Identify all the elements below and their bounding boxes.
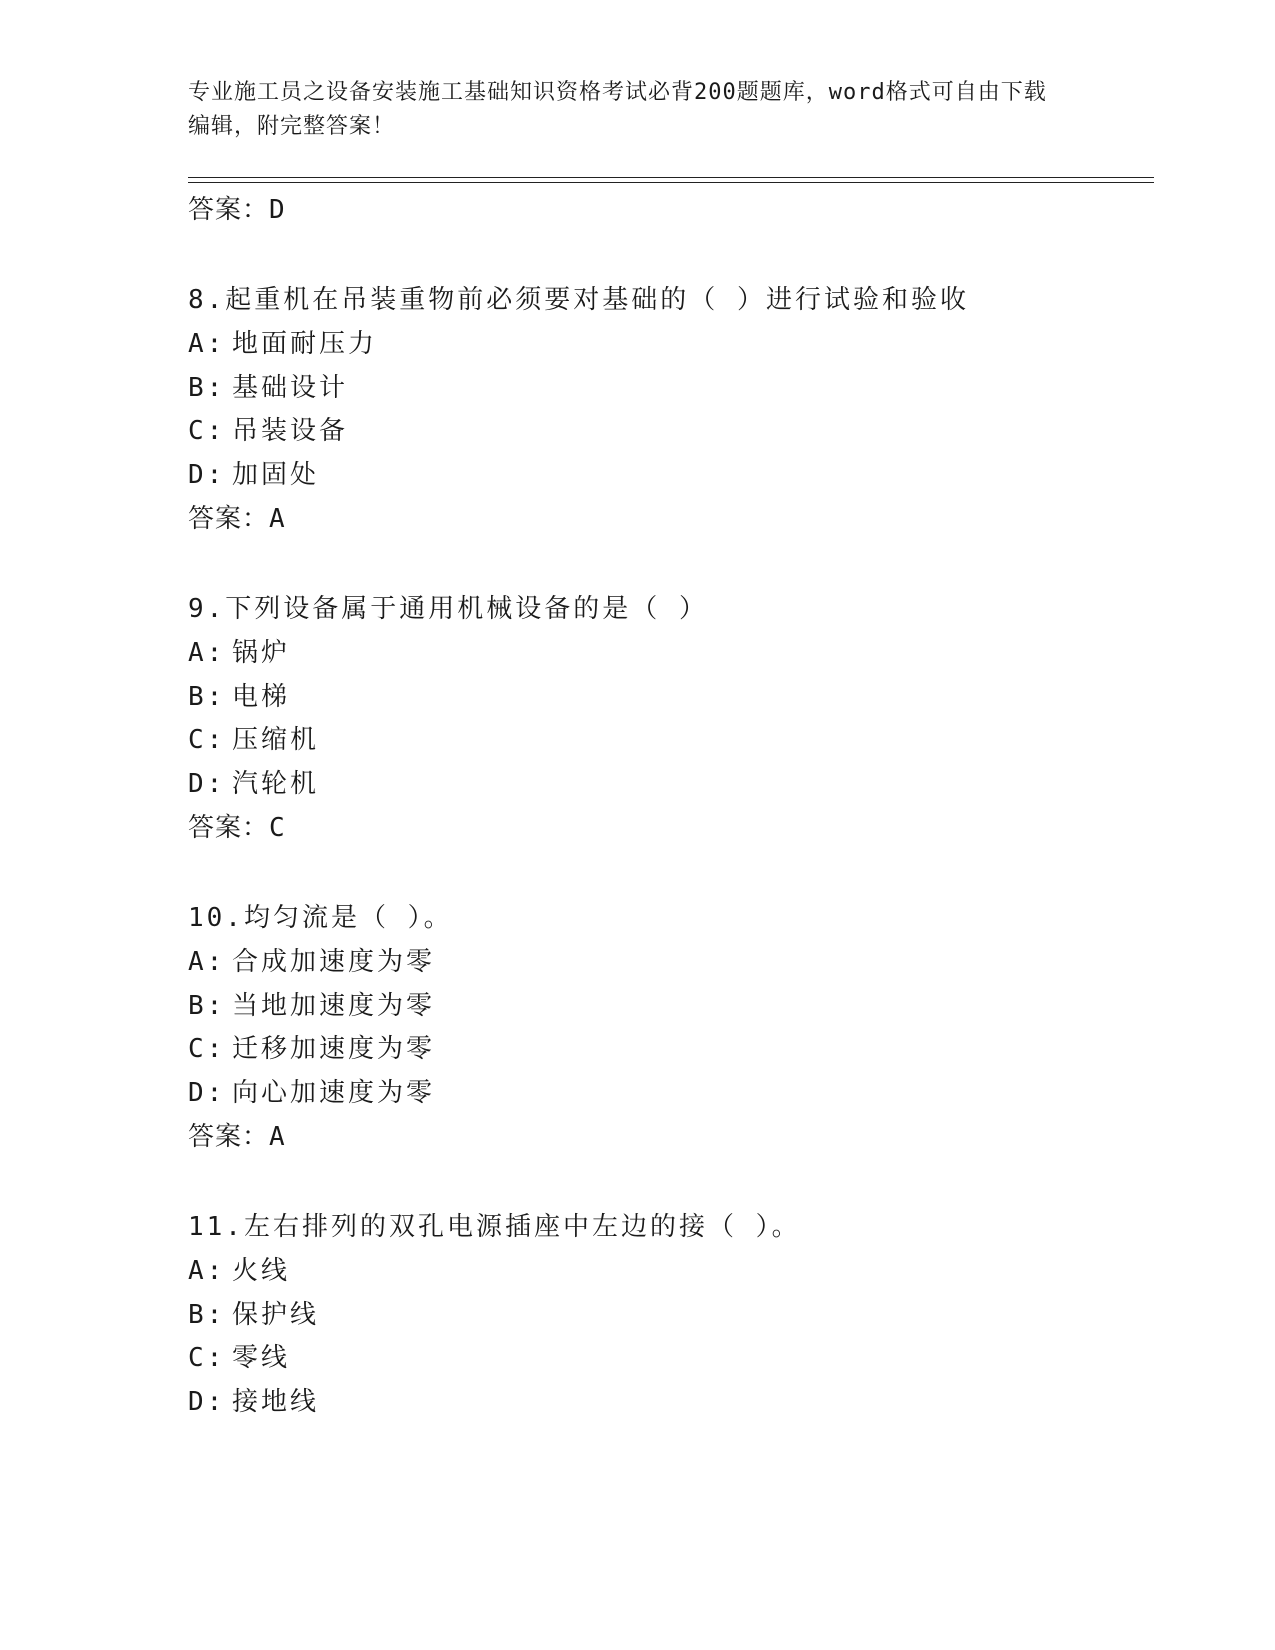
question-9-option-a	[188, 636, 290, 670]
question-8-option-d	[188, 458, 319, 492]
question-11-option-d	[188, 1385, 319, 1419]
option-text: 保护线	[232, 1300, 320, 1330]
option-letter: B:	[188, 991, 226, 1021]
option-text: 地面耐压力	[232, 329, 378, 359]
question-8-option-a	[188, 327, 377, 361]
option-letter: B:	[188, 682, 226, 712]
question-10-stem: 10.均匀流是（ ）。	[188, 903, 453, 933]
option-text: 当地加速度为零	[232, 991, 436, 1021]
option-text: 吊装设备	[232, 416, 349, 446]
question-8-answer: 答案：A	[188, 504, 286, 534]
option-text: 压缩机	[232, 725, 320, 755]
option-text: 向心加速度为零	[232, 1078, 436, 1108]
question-8-stem: 8.起重机在吊装重物前必须要对基础的（ ）进行试验和验收	[188, 285, 969, 315]
option-letter: A:	[188, 1256, 226, 1286]
question-8-option-c	[188, 414, 348, 448]
option-text: 汽轮机	[232, 769, 320, 799]
option-letter: C:	[188, 416, 226, 446]
question-10-option-c	[188, 1032, 435, 1066]
option-letter: D:	[188, 1078, 226, 1108]
question-11-stem: 11.左右排列的双孔电源插座中左边的接（ ）。	[188, 1212, 801, 1242]
question-11-option-c	[188, 1341, 290, 1375]
document-header: 专业施工员之设备安装施工基础知识资格考试必背200题题库，word格式可自由下载编辑，附完整答案！	[188, 80, 1047, 139]
option-letter: C:	[188, 1343, 226, 1373]
option-letter: B:	[188, 373, 226, 403]
option-letter: A:	[188, 638, 226, 668]
question-10-option-d	[188, 1076, 435, 1110]
option-text: 锅炉	[232, 638, 291, 668]
option-text: 接地线	[232, 1387, 320, 1417]
question-11-option-b	[188, 1298, 319, 1332]
question-10-option-a	[188, 945, 435, 979]
question-8-option-b	[188, 371, 348, 405]
option-letter: D:	[188, 460, 226, 490]
question-9-option-d	[188, 767, 319, 801]
question-10-option-b	[188, 989, 435, 1023]
option-letter: B:	[188, 1300, 226, 1330]
option-text: 基础设计	[232, 373, 349, 403]
question-9-option-b	[188, 680, 290, 714]
option-letter: C:	[188, 1034, 226, 1064]
option-letter: D:	[188, 769, 226, 799]
header-divider-bottom	[188, 182, 1154, 183]
option-letter: A:	[188, 947, 226, 977]
option-letter: D:	[188, 1387, 226, 1417]
header-divider-top	[188, 177, 1154, 178]
previous-answer: 答案：D	[188, 195, 286, 225]
option-text: 零线	[232, 1343, 291, 1373]
option-text: 合成加速度为零	[232, 947, 436, 977]
question-10-answer: 答案：A	[188, 1122, 286, 1152]
option-text: 火线	[232, 1256, 291, 1286]
option-text: 迁移加速度为零	[232, 1034, 436, 1064]
option-text: 加固处	[232, 460, 320, 490]
question-9-stem: 9.下列设备属于通用机械设备的是（ ）	[188, 594, 708, 624]
question-9-answer: 答案：C	[188, 813, 286, 843]
question-11-option-a	[188, 1254, 290, 1288]
option-text: 电梯	[232, 682, 291, 712]
option-letter: A:	[188, 329, 226, 359]
option-letter: C:	[188, 725, 226, 755]
question-9-option-c	[188, 723, 319, 757]
